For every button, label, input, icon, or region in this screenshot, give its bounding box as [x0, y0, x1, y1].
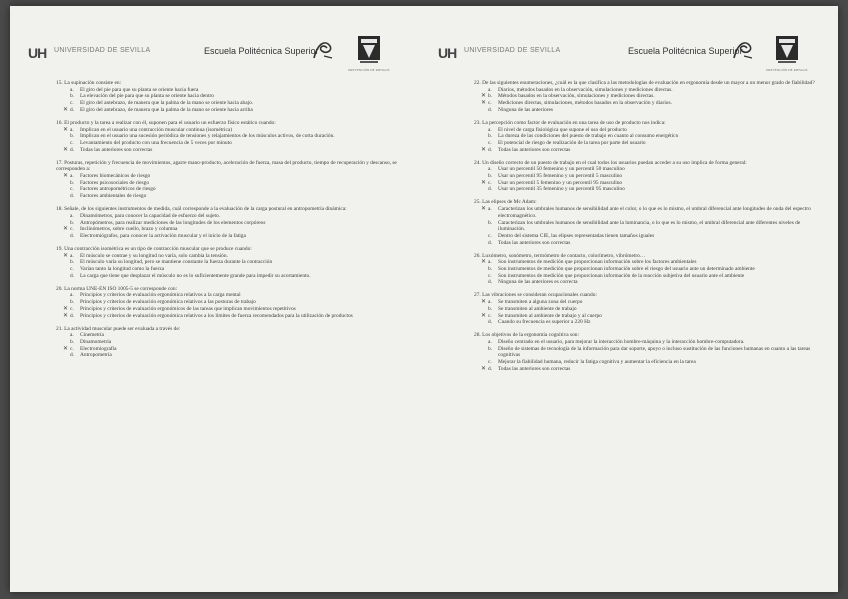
- answer-option: [56, 213, 410, 220]
- answer-option: [56, 313, 410, 320]
- handwritten-x-mark: ✕: [480, 365, 486, 372]
- question-stem: 16. El producto y la tarea a realizar con él, suponen para el usuario un esfuerzo físico estático cuando:: [56, 119, 276, 126]
- answer-option: [56, 186, 410, 193]
- handwritten-x-mark: ✕: [62, 173, 68, 180]
- option-letter: a.: [70, 292, 74, 299]
- option-letter: d.: [488, 365, 493, 372]
- option-letter: b.: [70, 338, 75, 345]
- option-text: Factores psicosociales de riesgo: [80, 179, 150, 186]
- question-block: [474, 292, 826, 326]
- option-letter: d.: [70, 312, 75, 319]
- handwritten-x-mark: ✕: [480, 179, 486, 186]
- answer-option: [474, 266, 826, 273]
- answer-option: [56, 346, 410, 353]
- option-text: Implican en el usuario una sucesión periódica de tensiones y relajamientos de los músculos activos, de corta duración.: [80, 133, 335, 140]
- option-letter: d.: [70, 146, 75, 153]
- option-letter: d.: [488, 239, 493, 246]
- handwritten-x-mark: ✕: [62, 106, 68, 113]
- option-text: Inclinómetros, sobre cuello, brazo y columna: [80, 226, 178, 233]
- answer-option: [56, 133, 410, 140]
- option-text: Antropometría: [80, 352, 112, 359]
- option-letter: d.: [488, 106, 493, 113]
- question-block: [474, 199, 826, 246]
- university-name: UNIVERSIDAD DE SEVILLA: [54, 47, 151, 54]
- option-letter: b.: [488, 219, 493, 226]
- answer-option: [474, 127, 826, 134]
- question-block: [56, 120, 410, 154]
- option-text: Son instrumentos de medición que proporcionan información de la reacción subjetiva del usuario ante el ambiente: [498, 272, 745, 279]
- answer-option: [56, 339, 410, 346]
- option-text: Usar un percentil 5 femenino y un percentil 95 masculino: [498, 179, 623, 186]
- question-list: [56, 80, 410, 365]
- option-letter: a.: [488, 299, 492, 306]
- handwritten-x-mark: ✕: [480, 100, 486, 107]
- answer-option: [474, 93, 826, 100]
- option-text: Electromiógrafos, para conocer la activación muscular y el inicio de la fatiga: [80, 232, 246, 239]
- answer-option: [474, 87, 826, 94]
- question-stem: 25. Las elipses de Mc Adam:: [474, 199, 537, 206]
- answer-option: [56, 93, 410, 100]
- option-letter: b.: [70, 133, 75, 140]
- option-letter: a.: [70, 212, 74, 219]
- question-stem: 27. Las vibraciones se consideran ocupacionales cuando:: [474, 292, 597, 299]
- handwritten-x-mark: ✕: [62, 226, 68, 233]
- answer-option: [56, 140, 410, 147]
- question-stem: 22. De las siguientes enumeraciones, ¿cuál es la que clasifica a las metodologías de evaluación en ergonomía desde un mayor a un menor grado de fiabilidad?: [474, 80, 815, 86]
- answer-option: [474, 107, 826, 114]
- option-letter: a.: [488, 338, 492, 345]
- option-text: Varían tanto la longitud como la fuerza: [80, 266, 165, 273]
- option-text: Implican en el usuario una contracción muscular continua (isométrica): [80, 126, 233, 133]
- option-text: Usar un percentil 35 femenino y un percentil 95 masculino: [498, 186, 625, 193]
- handwritten-x-mark: ✕: [62, 146, 68, 153]
- answer-option: [474, 306, 826, 313]
- answer-option: [56, 193, 410, 200]
- crest-caption: PREVENCIÓN DE RIESGOS: [348, 68, 390, 72]
- option-text: Electromiografía: [80, 345, 117, 352]
- answer-option: [474, 233, 826, 240]
- answer-option: [474, 240, 826, 247]
- option-text: Mediciones directas, simulaciones, métodos basados en la observación y diarios.: [498, 100, 672, 107]
- option-letter: d.: [70, 106, 75, 113]
- answer-option: [56, 180, 410, 187]
- answer-option: [474, 359, 826, 366]
- option-text: Factores biomecánicos de riesgo: [80, 173, 151, 180]
- option-letter: b.: [70, 179, 75, 186]
- swirl-logo-icon: [310, 38, 336, 62]
- question-block: [474, 253, 826, 287]
- answer-option: [474, 346, 826, 359]
- right-page: [424, 6, 832, 592]
- answer-option: [56, 352, 410, 359]
- answer-option: [56, 127, 410, 134]
- question-stem: 17. Posturas, repetición y frecuencia de movimientos, agarre mano-producto, aceleración de fuerza, masa del producto, tiempo de recuperación y descanso, se corresponden a:: [56, 159, 397, 173]
- handwritten-x-mark: ✕: [480, 299, 486, 306]
- university-logo: UH: [28, 45, 47, 61]
- option-letter: a.: [488, 206, 492, 213]
- option-letter: a.: [70, 86, 74, 93]
- option-text: Son instrumentos de medición que proporcionan información sobre el riesgo del usuario ante un determinado ambiente: [498, 266, 755, 273]
- question-block: [56, 246, 410, 280]
- scanned-sheet: [10, 6, 838, 592]
- crest-icon: [354, 34, 384, 68]
- question-block: [56, 160, 410, 200]
- question-block: [474, 80, 826, 114]
- option-letter: a.: [488, 126, 492, 133]
- answer-option: [474, 273, 826, 280]
- handwritten-x-mark: ✕: [62, 126, 68, 133]
- answer-option: [56, 107, 410, 114]
- option-text: Principios y criterios de evaluación ergonómica relativos a la carga mental: [80, 292, 241, 299]
- option-text: Principios y criterios de evaluación ergonómica relativos a las posturas de trabajo: [80, 299, 256, 306]
- handwritten-x-mark: ✕: [62, 305, 68, 312]
- handwritten-x-mark: ✕: [480, 312, 486, 319]
- option-text: Usar un percentil 95 femenino y un percentil 5 masculino: [498, 173, 623, 180]
- option-letter: c.: [488, 139, 492, 146]
- option-letter: c.: [488, 179, 492, 186]
- question-stem: 24. Un diseño correcto de un puesto de trabajo en el cual todos los usuarios puedan acceder a su uso implica de forma general:: [474, 159, 747, 166]
- option-text: El músculo varía su longitud, pero se mantiene constante la fuerza durante la contracción: [80, 259, 273, 266]
- option-text: Diseño de sistemas de tecnología de la información para dar soporte, apoyo o incluso sustitución de las funciones humanas en cuanto a las tareas cognitivas: [498, 345, 811, 359]
- handwritten-x-mark: ✕: [480, 146, 486, 153]
- question-list: [474, 80, 826, 379]
- option-text: El giro del pie para que su planta se oriente hacia fuera: [80, 86, 199, 93]
- option-text: Usar un percentil 50 femenino y un percentil 50 masculino: [498, 166, 625, 173]
- handwritten-x-mark: ✕: [480, 93, 486, 100]
- question-stem: 19. Una contracción isométrica es un tipo de contracción muscular que se produce cuando:: [56, 245, 252, 252]
- school-name: Escuela Politécnica Superior: [628, 46, 743, 56]
- option-text: Dinamómetros, para conocer la capacidad de esfuerzo del sujeto.: [80, 212, 221, 219]
- option-text: Factores antropométricos de riesgo: [80, 186, 156, 193]
- option-letter: c.: [488, 100, 492, 107]
- answer-option: [56, 87, 410, 94]
- school-name: Escuela Politécnica Superior: [204, 46, 319, 56]
- option-text: Caracterizan los umbrales humanos de sensibilidad ante el color, o lo que es lo mismo, el umbral diferencial ante longitudes de onda del espectro electromagnético.: [498, 206, 811, 219]
- handwritten-x-mark: ✕: [62, 312, 68, 319]
- option-letter: d.: [70, 193, 75, 200]
- question-block: [474, 160, 826, 194]
- option-letter: d.: [488, 146, 493, 153]
- answer-option: [56, 273, 410, 280]
- option-letter: b.: [70, 93, 75, 100]
- option-letter: c.: [488, 272, 492, 279]
- question-stem: 26. Luxómetro, sonómetro, termómetro de contacto, colorímetro, vibrómetro…: [474, 252, 646, 259]
- option-letter: c.: [70, 100, 74, 107]
- crest-icon: [772, 34, 802, 68]
- option-text: Antropómetros, para realizar mediciones de las longitudes de los elementos corpóreos: [80, 219, 266, 226]
- answer-option: [474, 366, 826, 373]
- option-letter: b.: [488, 345, 493, 352]
- option-text: Todas las anteriores son correctas: [498, 146, 571, 153]
- answer-option: [474, 279, 826, 286]
- option-text: El potencial de riesgo de realización de la tarea por parte del usuario: [498, 139, 646, 146]
- option-text: Mejorar la fiabilidad humana, reducir la fatiga cognitiva y aumentar la eficiencia en la tarea: [498, 359, 696, 366]
- option-text: Cuando su frecuencia es superior a 220 Hz: [498, 319, 591, 326]
- answer-option: [474, 173, 826, 180]
- option-text: Factores ambientales de riesgo: [80, 193, 147, 200]
- option-text: Caracterizan los umbrales humanos de sensibilidad ante la luminancia, o lo que es lo mismo, el umbral diferencial ante diferentes niveles de iluminación.: [498, 219, 801, 233]
- option-letter: d.: [70, 272, 75, 279]
- option-text: El nivel de carga fisiológica que supone el uso del producto: [498, 126, 627, 133]
- option-letter: c.: [488, 359, 492, 366]
- answer-option: [56, 332, 410, 339]
- question-block: [474, 120, 826, 154]
- option-text: Ninguna de las anteriores: [498, 106, 553, 113]
- answer-option: [474, 206, 826, 219]
- option-text: Se transmiten al ambiente de trabajo: [498, 305, 577, 312]
- option-letter: c.: [70, 266, 74, 273]
- option-text: Todas las anteriores son correctas: [80, 146, 153, 153]
- option-letter: c.: [70, 139, 74, 146]
- answer-option: [56, 292, 410, 299]
- question-block: [56, 326, 410, 360]
- option-letter: b.: [488, 305, 493, 312]
- answer-option: [56, 266, 410, 273]
- option-text: Todas las anteriores son correctas: [498, 365, 571, 372]
- swirl-logo-icon: [730, 38, 756, 62]
- question-block: [474, 332, 826, 372]
- answer-option: [56, 233, 410, 240]
- answer-option: [56, 173, 410, 180]
- option-letter: b.: [488, 93, 493, 100]
- option-text: Principios y criterios de evaluación ergonómica relativos a los límites de fuerza recomendados para la utilización de productos: [80, 312, 353, 319]
- university-logo: UH: [438, 45, 457, 61]
- question-stem: 18. Señale, de los siguientes instrumentos de medida, cuál corresponde a la evaluación de la carga postural en antropometría dinámica:: [56, 206, 347, 213]
- question-block: [56, 286, 410, 320]
- option-letter: c.: [488, 232, 492, 239]
- option-letter: b.: [70, 259, 75, 266]
- question-block: [56, 80, 410, 114]
- option-text: Cinemetría: [80, 332, 104, 339]
- option-letter: a.: [70, 126, 74, 133]
- option-text: El músculo se contrae y su longitud no varía, solo cambia la tensión.: [80, 252, 228, 259]
- handwritten-x-mark: ✕: [62, 345, 68, 352]
- option-text: El giro del antebrazo, de manera que la palma de la mano se oriente hacia abajo.: [80, 100, 254, 107]
- option-text: Se transmiten a alguna zona del cuerpo: [498, 299, 583, 306]
- crest-caption: PREVENCIÓN DE RIESGOS: [766, 68, 808, 72]
- option-text: El giro del antebrazo, de manera que la palma de la mano se oriente hacia arriba: [80, 106, 253, 113]
- option-text: Dinamometría: [80, 338, 112, 345]
- answer-option: [474, 220, 826, 233]
- option-text: Métodos basados en la observación, simulaciones y mediciones directas.: [498, 93, 655, 100]
- option-letter: d.: [488, 279, 493, 286]
- page-header: [424, 34, 832, 74]
- option-letter: a.: [488, 259, 492, 266]
- answer-option: [56, 299, 410, 306]
- option-text: Dentro del sistema CIE, las elipses representadas tienen tamaños iguales: [498, 232, 655, 239]
- option-letter: d.: [70, 232, 75, 239]
- option-letter: b.: [70, 219, 75, 226]
- option-text: Son instrumentos de medición que proporcionan información sobre los factores ambientales: [498, 259, 697, 266]
- handwritten-x-mark: ✕: [62, 252, 68, 259]
- option-letter: d.: [488, 186, 493, 193]
- option-text: Se transmiten al ambiente de trabajo y al cuerpo: [498, 312, 602, 319]
- answer-option: [56, 306, 410, 313]
- option-text: Ninguna de las anteriores es correcta: [498, 279, 578, 286]
- question-stem: 28. Los objetivos de la ergonomía cognitiva son:: [474, 332, 580, 339]
- answer-option: [474, 147, 826, 154]
- answer-option: [474, 186, 826, 193]
- option-letter: c.: [488, 312, 492, 319]
- option-letter: d.: [488, 319, 493, 326]
- left-page: [14, 6, 422, 592]
- option-letter: c.: [70, 226, 74, 233]
- option-letter: a.: [70, 332, 74, 339]
- question-stem: 21. La actividad muscular puede ser evaluada a través de:: [56, 325, 181, 332]
- option-letter: b.: [70, 299, 75, 306]
- handwritten-x-mark: ✕: [480, 259, 486, 266]
- university-name: UNIVERSIDAD DE SEVILLA: [464, 47, 561, 54]
- answer-option: [474, 133, 826, 140]
- question-block: [56, 206, 410, 240]
- option-letter: c.: [70, 345, 74, 352]
- option-letter: a.: [488, 166, 492, 173]
- handwritten-x-mark: ✕: [480, 206, 486, 213]
- answer-option: [56, 147, 410, 154]
- option-letter: a.: [488, 86, 492, 93]
- option-letter: b.: [488, 266, 493, 273]
- option-text: Diseño centrado en el usuario, para mejorar la interacción hombre-máquina y la interacción hombre-computadora.: [498, 338, 745, 345]
- answer-option: [474, 100, 826, 107]
- option-letter: a.: [70, 252, 74, 259]
- option-text: Levantamiento del producto con una frecuencia de 5 veces por minuto: [80, 139, 232, 146]
- answer-option: [474, 319, 826, 326]
- answer-option: [474, 339, 826, 346]
- question-stem: 20. La norma UNE-EN ISO 1005-5 se corresponde con:: [56, 285, 178, 292]
- question-stem: 15. La supinación consiste en:: [56, 80, 122, 86]
- option-text: La carga que tiene que desplazar el músculo no es lo suficientemente grande para impedir su acortamiento.: [80, 272, 311, 279]
- option-letter: a.: [70, 173, 74, 180]
- question-stem: 23. La percepción como factor de evaluación en una tarea de uso de producto nos indica:: [474, 119, 666, 126]
- answer-option: [474, 299, 826, 306]
- answer-option: [56, 226, 410, 233]
- page-header: [14, 34, 422, 74]
- option-text: La elevación del pie para que su planta se oriente hacia dentro: [80, 93, 214, 100]
- option-text: Diarios, métodos basados en la observación, simulaciones y mediciones directas.: [498, 86, 673, 93]
- option-letter: d.: [70, 352, 75, 359]
- option-letter: b.: [488, 173, 493, 180]
- option-text: La dureza de las condiciones del puesto de trabajo en cuanto al consumo energético: [498, 133, 679, 140]
- answer-option: [474, 140, 826, 147]
- option-text: Principios y criterios de evaluación ergonómicos de las tareas que implican movimientos repetitivos: [80, 305, 296, 312]
- option-letter: c.: [70, 186, 74, 193]
- option-letter: c.: [70, 305, 74, 312]
- option-letter: b.: [488, 133, 493, 140]
- answer-option: [56, 100, 410, 107]
- answer-option: [56, 220, 410, 227]
- option-text: Todas las anteriores son correctas: [498, 239, 571, 246]
